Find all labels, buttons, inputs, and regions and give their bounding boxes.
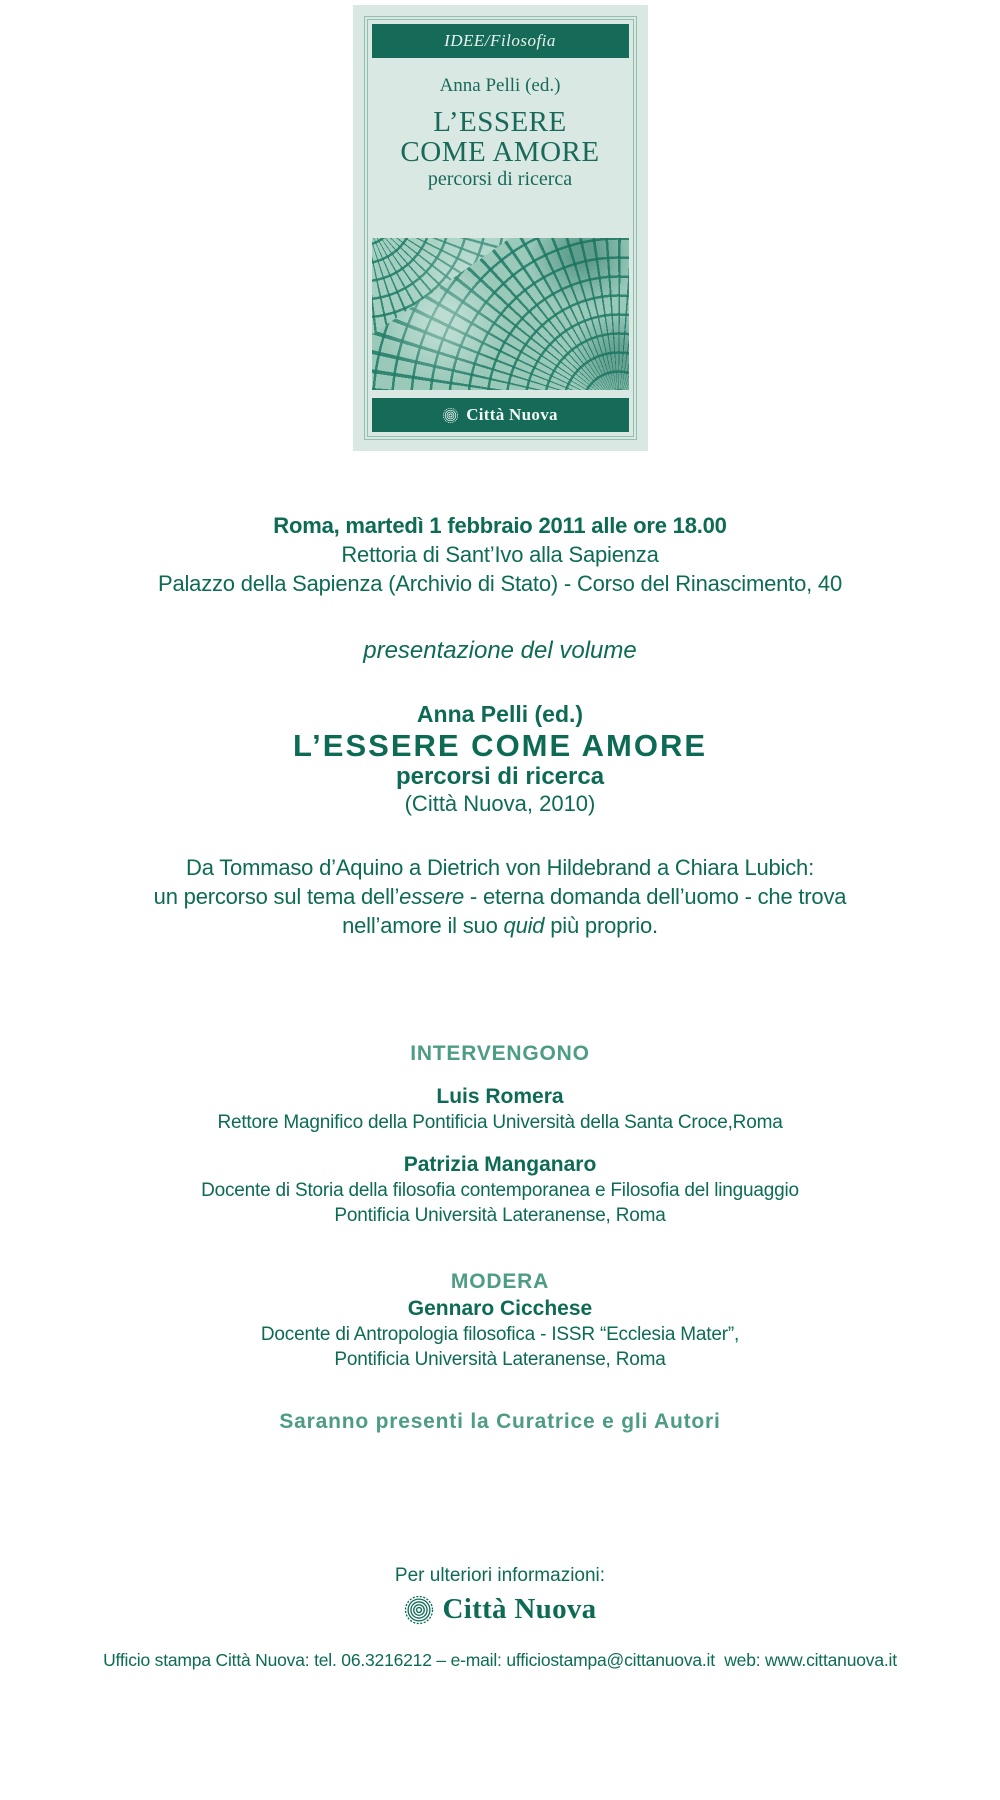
volume-title: L’ESSERE COME AMORE	[292, 728, 708, 763]
description-line3-italic: quid	[503, 913, 545, 938]
attendance-note: Saranno presenti la Curatrice e gli Autori	[279, 1410, 721, 1433]
book-cover	[353, 5, 648, 451]
cover-series-band	[372, 24, 629, 58]
volume-subtitle: percorsi di ricerca	[395, 763, 605, 790]
event-address: Palazzo della Sapienza (Archivio di Stato) - Corso del Rinascimento, 40	[157, 571, 843, 596]
description-line2-pre: un percorso sul tema dell’	[153, 884, 400, 909]
cover-author: Anna Pelli (ed.)	[439, 75, 561, 96]
cover-title-line1: L’ESSERE	[433, 106, 567, 138]
moderator-role: Docente di Antropologia filosofica - ISSR “Ecclesia Mater”,	[260, 1324, 740, 1345]
speaker-name: Luis Romera	[436, 1085, 564, 1108]
moderator-role: Pontificia Università Lateranense, Roma	[334, 1349, 666, 1370]
citta-nuova-logo-icon	[442, 407, 459, 424]
speakers-heading: INTERVENGONO	[410, 1042, 590, 1065]
volume-publisher: (Città Nuova, 2010)	[404, 791, 596, 816]
cover-publisher-label: Città Nuova	[466, 405, 558, 424]
cover-publisher-band	[372, 398, 629, 432]
description-line2	[0, 882, 1000, 911]
event-occasion: presentazione del volume	[363, 637, 637, 664]
description-line2-italic: essere	[399, 884, 464, 909]
description-line3-pre: nell’amore il suo	[342, 913, 504, 938]
cover-subtitle: percorsi di ricerca	[427, 168, 573, 190]
description-line3-post: più proprio.	[544, 913, 658, 938]
cover-frame	[364, 16, 637, 440]
speaker-item	[0, 1083, 1000, 1135]
info-label: Per ulteriori informazioni:	[394, 1565, 606, 1586]
event-venue: Rettoria di Sant’Ivo alla Sapienza	[341, 542, 659, 567]
speakers-section	[0, 1040, 1000, 1228]
volume-description	[0, 853, 1000, 940]
publisher-logo-text: Città Nuova	[442, 1593, 597, 1625]
cover-series-label: IDEE/Filosofia	[444, 31, 556, 50]
volume-author: Anna Pelli (ed.)	[416, 701, 584, 727]
speaker-role: Rettore Magnifico della Pontificia Università della Santa Croce,Roma	[217, 1112, 783, 1133]
event-datetime: Roma, martedì 1 febbraio 2011 alle ore 18.00	[273, 513, 727, 538]
cover-frame-inner	[367, 19, 634, 437]
description-line2-post: - eterna domanda dell’uomo - che trova	[464, 884, 847, 909]
description-line1: Da Tommaso d’Aquino a Dietrich von Hildebrand a Chiara Lubich:	[186, 855, 814, 880]
cover-title	[372, 107, 629, 167]
cover-mosaic-image	[372, 238, 629, 390]
event-details	[0, 511, 1000, 598]
speaker-role: Docente di Storia della filosofia contemporanea e Filosofia del linguaggio	[201, 1180, 799, 1201]
moderator-section	[0, 1268, 1000, 1372]
cover-title-line2: COME AMORE	[400, 136, 600, 168]
volume-block	[0, 700, 1000, 817]
speaker-item	[0, 1151, 1000, 1228]
citta-nuova-logo-icon	[404, 1595, 434, 1625]
publisher-logo	[0, 1593, 1000, 1626]
moderator-name: Gennaro Cicchese	[407, 1297, 593, 1320]
speaker-role: Pontificia Università Lateranense, Roma	[334, 1205, 666, 1226]
press-office-contact: Ufficio stampa Città Nuova: tel. 06.3216212 – e-mail: ufficiostampa@cittanuova.it web: www.cittanuova.it	[103, 1650, 897, 1670]
description-line3	[0, 911, 1000, 940]
speaker-name: Patrizia Manganaro	[403, 1153, 597, 1176]
moderator-heading: MODERA	[450, 1270, 550, 1293]
cover-mosaic-fan	[372, 238, 629, 390]
